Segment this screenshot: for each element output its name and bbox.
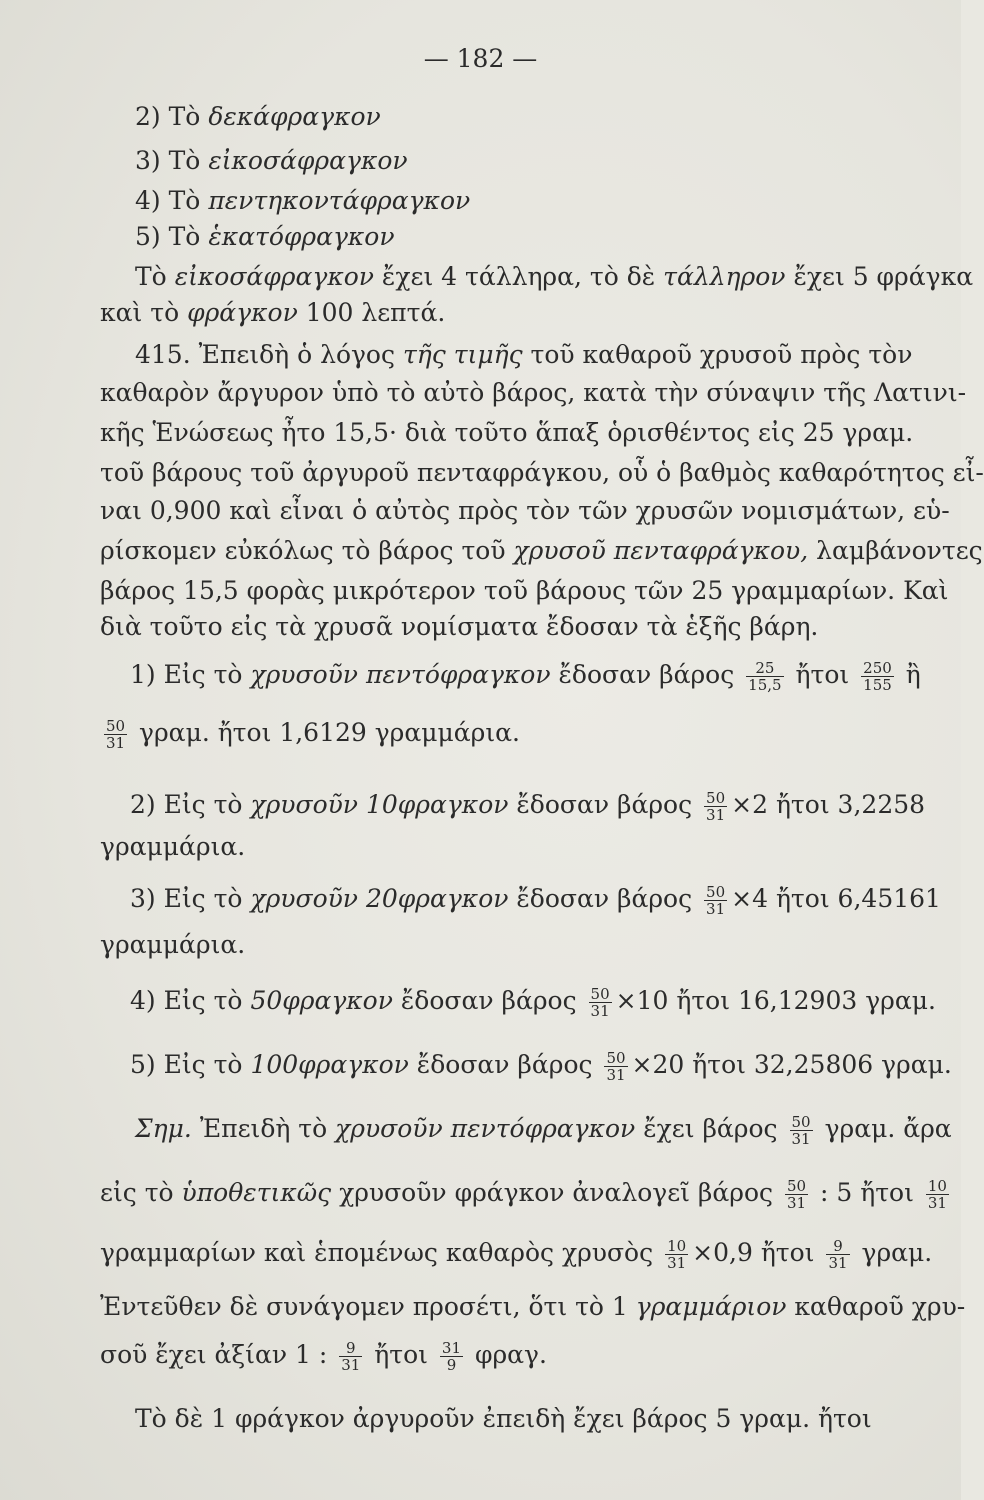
coin-item-1: 1) Εἰς τὸ χρυσοῦν πεντόφραγκον ἔδοσαν βάρος $\frac{25}{15,5}$ ἤτοι $\frac{250}{155}$ ἢ	[130, 659, 921, 694]
text-line: σοῦ ἔχει ἀξίαν 1 : $\frac{9}{31}$ ἤτοι $\frac{31}{9}$ φραγ.	[100, 1339, 547, 1374]
text-line: εἰς τὸ ὑποθετικῶς χρυσοῦν φράγκον ἀναλογεῖ βάρος $\frac{50}{31}$ : 5 ἤτοι $\frac{10}{31}$	[100, 1177, 947, 1212]
text-line: $\frac{50}{31}$ γραμ. ἤτοι 1,6129 γραμμάρια.	[106, 717, 520, 752]
fraction: $\frac{50}{31}$	[706, 883, 726, 918]
text-line: γραμμάρια.	[100, 930, 246, 959]
text-line: τοῦ βάρους τοῦ ἀργυροῦ πενταφράγκου, οὗ ὁ βαθμὸς καθαρότητος εἶ-	[100, 458, 984, 487]
page-number: — 182 —	[423, 44, 538, 73]
fraction: $\frac{25}{15,5}$	[748, 659, 782, 694]
fraction: $\frac{10}{31}$	[927, 1177, 947, 1212]
fraction: $\frac{10}{31}$	[667, 1237, 687, 1272]
text-line: κῆς Ἑνώσεως ἦτο 15,5· διὰ τοῦτο ἅπαξ ὁρισθέντος εἰς 25 γραμ.	[100, 418, 914, 447]
text-line: Τὸ δὲ 1 φράγκον ἀργυροῦν ἐπειδὴ ἔχει βάρος 5 γραμ. ἤτοι	[135, 1404, 872, 1433]
fraction: $\frac{50}{31}$	[786, 1177, 807, 1212]
text-line: Ἐντεῦθεν δὲ συνάγομεν προσέτι, ὅτι τὸ 1 γραμμάριον καθαροῦ χρυ-	[100, 1292, 966, 1321]
list-item: 5) Τὸ ἑκατόφραγκον	[135, 222, 395, 251]
fraction: $\frac{50}{31}$	[606, 1049, 626, 1084]
coin-item-5: 5) Εἰς τὸ 100φραγκον ἔδοσαν βάρος $\frac{50}{31}$ ×20 ἤτοι 32,25806 γραμ.	[130, 1049, 952, 1084]
fraction: $\frac{50}{31}$	[706, 789, 726, 824]
paragraph-415: 415. Ἐπειδὴ ὁ λόγος τῆς τιμῆς τοῦ καθαροῦ χρυσοῦ πρὸς τὸν	[135, 340, 913, 369]
coin-item-3: 3) Εἰς τὸ χρυσοῦν 20φραγκον ἔδοσαν βάρος $\frac{50}{31}$ ×4 ἤτοι 6,45161	[130, 883, 941, 918]
list-item: 3) Τὸ εἰκοσάφραγκον	[135, 146, 408, 175]
text-line: Τὸ εἰκοσάφραγκον ἔχει 4 τάλληρα, τὸ δὲ τάλληρον ἔχει 5 φράγκα	[135, 262, 974, 291]
fraction: $\frac{50}{31}$	[791, 1113, 811, 1148]
text-line: ρίσκομεν εὐκόλως τὸ βάρος τοῦ χρυσοῦ πενταφράγκου, λαμβάνοντες	[100, 536, 983, 565]
text-line: γραμμαρίων καὶ ἑπομένως καθαρὸς χρυσὸς $\frac{10}{31}$ ×0,9 ἤτοι $\frac{9}{31}$ γραμ.	[100, 1237, 933, 1272]
fraction: $\frac{250}{155}$	[863, 659, 892, 694]
coin-item-4: 4) Εἰς τὸ 50φραγκον ἔδοσαν βάρος $\frac{50}{31}$ ×10 ἤτοι 16,12903 γραμ.	[130, 985, 936, 1020]
text-line: ναι 0,900 καὶ εἶναι ὁ αὐτὸς πρὸς τὸν τῶν χρυσῶν νομισμάτων, εὑ-	[100, 496, 950, 525]
list-item: 2) Τὸ δεκάφραγκον	[135, 102, 381, 131]
fraction: $\frac{50}{31}$	[106, 717, 126, 752]
text-line: γραμμάρια.	[100, 832, 246, 861]
fraction: $\frac{9}{31}$	[828, 1237, 848, 1272]
text-line: βάρος 15,5 φορὰς μικρότερον τοῦ βάρους τῶν 25 γραμμαρίων. Καὶ	[100, 576, 949, 605]
text-line: καὶ τὸ φράγκον 100 λεπτά.	[100, 298, 446, 327]
fraction: $\frac{50}{31}$	[590, 985, 610, 1020]
text-line: καθαρὸν ἄργυρον ὑπὸ τὸ αὐτὸ βάρος, κατὰ τὴν σύναψιν τῆς Λατινι-	[100, 378, 967, 407]
coin-item-2: 2) Εἰς τὸ χρυσοῦν 10φραγκον ἔδοσαν βάρος $\frac{50}{31}$ ×2 ἤτοι 3,2258	[130, 789, 926, 824]
text-line: διὰ τοῦτο εἰς τὰ χρυσᾶ νομίσματα ἔδοσαν τὰ ἑξῆς βάρη.	[100, 612, 819, 641]
fraction: $\frac{31}{9}$	[441, 1339, 462, 1374]
note: Σημ. Ἐπειδὴ τὸ χρυσοῦν πεντόφραγκον ἔχει βάρος $\frac{50}{31}$ γραμ. ἄρα	[135, 1113, 952, 1148]
list-item: 4) Τὸ πεντηκοντάφραγκον	[135, 186, 471, 215]
fraction: $\frac{9}{31}$	[341, 1339, 361, 1374]
